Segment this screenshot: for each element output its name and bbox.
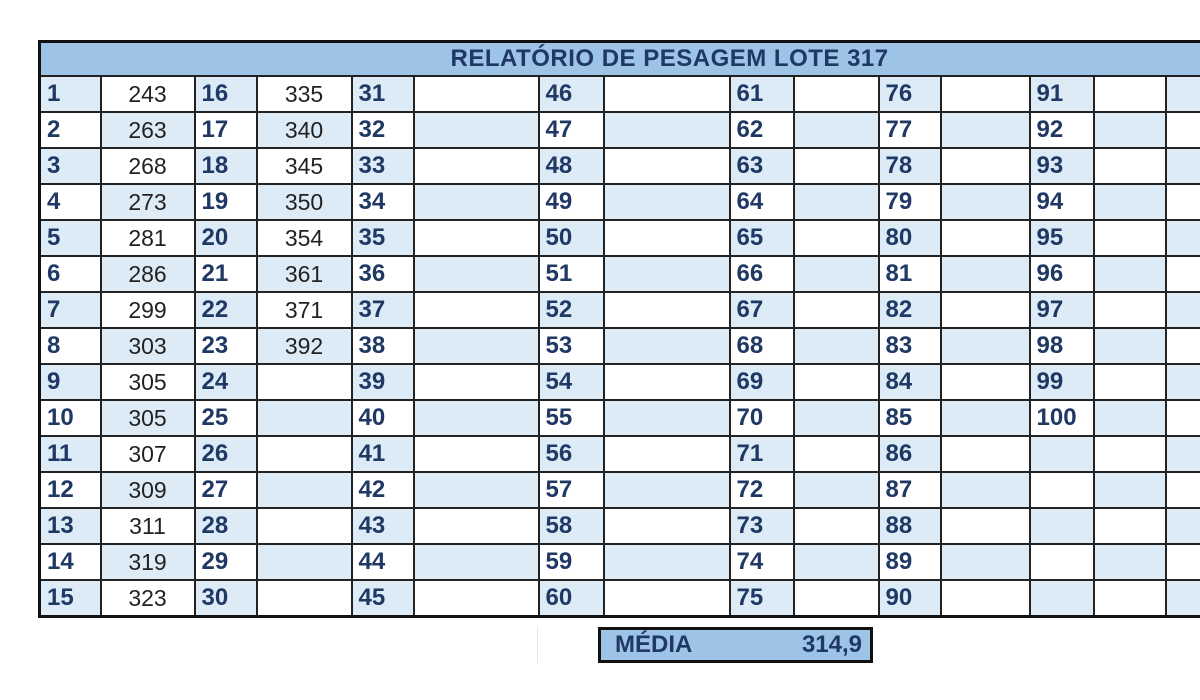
animal-number: 86 bbox=[879, 436, 941, 472]
animal-number: 84 bbox=[879, 364, 941, 400]
weight-value bbox=[941, 400, 1030, 436]
table-row bbox=[40, 112, 1200, 148]
animal-number: 57 bbox=[539, 472, 604, 508]
table-row bbox=[40, 544, 1200, 580]
animal-number: 88 bbox=[879, 508, 941, 544]
weight-value: 286 bbox=[101, 256, 195, 292]
table-row bbox=[40, 508, 1200, 544]
animal-number: 78 bbox=[879, 148, 941, 184]
weight-value bbox=[257, 544, 352, 580]
animal-number: 19 bbox=[195, 184, 257, 220]
weight-value bbox=[1094, 364, 1166, 400]
animal-number: 68 bbox=[730, 328, 794, 364]
weight-value bbox=[1094, 328, 1166, 364]
weight-value: 268 bbox=[101, 148, 195, 184]
weight-value bbox=[1094, 436, 1166, 472]
weight-value bbox=[794, 400, 879, 436]
weight-value bbox=[794, 544, 879, 580]
animal-number: 55 bbox=[539, 400, 604, 436]
weight-value: 299 bbox=[101, 292, 195, 328]
weight-value bbox=[257, 580, 352, 617]
weight-value bbox=[941, 220, 1030, 256]
weight-value bbox=[1094, 148, 1166, 184]
average-value: 314,9 bbox=[801, 631, 862, 658]
animal-number: 41 bbox=[352, 436, 414, 472]
weight-value: 319 bbox=[101, 544, 195, 580]
weight-value bbox=[604, 292, 730, 328]
animal-number: 62 bbox=[730, 112, 794, 148]
weight-value bbox=[941, 76, 1030, 112]
weight-value bbox=[1094, 76, 1166, 112]
weight-value: 361 bbox=[257, 256, 352, 292]
animal-number: 47 bbox=[539, 112, 604, 148]
table-row bbox=[40, 364, 1200, 400]
animal-number bbox=[1030, 436, 1094, 472]
weight-value bbox=[941, 256, 1030, 292]
weighing-report-table bbox=[38, 40, 1200, 618]
animal-number: 23 bbox=[195, 328, 257, 364]
weight-value bbox=[414, 328, 539, 364]
animal-number: 60 bbox=[539, 580, 604, 617]
weight-value bbox=[794, 580, 879, 617]
animal-number: 12 bbox=[40, 472, 101, 508]
weight-value bbox=[1094, 292, 1166, 328]
weight-value bbox=[414, 436, 539, 472]
weight-value bbox=[604, 256, 730, 292]
animal-number: 44 bbox=[352, 544, 414, 580]
weight-value: 354 bbox=[257, 220, 352, 256]
weight-value: 311 bbox=[101, 508, 195, 544]
animal-number: 95 bbox=[1030, 220, 1094, 256]
animal-number: 29 bbox=[195, 544, 257, 580]
animal-number bbox=[1030, 508, 1094, 544]
animal-number: 3 bbox=[40, 148, 101, 184]
weight-value bbox=[794, 220, 879, 256]
weight-value bbox=[1094, 220, 1166, 256]
animal-number: 36 bbox=[352, 256, 414, 292]
animal-number: 77 bbox=[879, 112, 941, 148]
animal-number: 52 bbox=[539, 292, 604, 328]
weight-value bbox=[794, 328, 879, 364]
animal-number: 5 bbox=[40, 220, 101, 256]
animal-number: 22 bbox=[195, 292, 257, 328]
animal-number: 46 bbox=[539, 76, 604, 112]
weight-value bbox=[604, 364, 730, 400]
report-body bbox=[40, 76, 1200, 617]
weight-value: 273 bbox=[101, 184, 195, 220]
animal-number: 93 bbox=[1030, 148, 1094, 184]
weight-value bbox=[1094, 112, 1166, 148]
weight-value bbox=[794, 436, 879, 472]
animal-number: 33 bbox=[352, 148, 414, 184]
animal-number: 67 bbox=[730, 292, 794, 328]
weight-value bbox=[604, 580, 730, 617]
weight-value bbox=[414, 364, 539, 400]
animal-number: 61 bbox=[730, 76, 794, 112]
animal-number bbox=[1166, 400, 1200, 436]
weight-value bbox=[1094, 580, 1166, 617]
weight-value bbox=[941, 112, 1030, 148]
weight-value bbox=[414, 112, 539, 148]
weight-value bbox=[604, 400, 730, 436]
animal-number: 43 bbox=[352, 508, 414, 544]
animal-number: 31 bbox=[352, 76, 414, 112]
weight-value bbox=[414, 544, 539, 580]
animal-number bbox=[1166, 580, 1200, 617]
weight-value bbox=[414, 508, 539, 544]
divider bbox=[537, 627, 538, 663]
weight-value bbox=[604, 76, 730, 112]
animal-number: 74 bbox=[730, 544, 794, 580]
animal-number: 9 bbox=[40, 364, 101, 400]
weight-value: 243 bbox=[101, 76, 195, 112]
animal-number: 18 bbox=[195, 148, 257, 184]
animal-number: 69 bbox=[730, 364, 794, 400]
weight-value bbox=[414, 148, 539, 184]
animal-number: 40 bbox=[352, 400, 414, 436]
average-label: MÉDIA bbox=[615, 631, 693, 658]
weight-value bbox=[794, 148, 879, 184]
weight-value bbox=[941, 544, 1030, 580]
animal-number: 10 bbox=[40, 400, 101, 436]
animal-number: 66 bbox=[730, 256, 794, 292]
weight-value: 392 bbox=[257, 328, 352, 364]
animal-number bbox=[1166, 112, 1200, 148]
weight-value bbox=[604, 184, 730, 220]
weight-value bbox=[604, 328, 730, 364]
weight-value bbox=[1094, 508, 1166, 544]
table-row bbox=[40, 328, 1200, 364]
animal-number bbox=[1030, 580, 1094, 617]
animal-number: 85 bbox=[879, 400, 941, 436]
table-row bbox=[40, 256, 1200, 292]
animal-number: 96 bbox=[1030, 256, 1094, 292]
weight-value: 335 bbox=[257, 76, 352, 112]
animal-number bbox=[1166, 364, 1200, 400]
weight-value: 323 bbox=[101, 580, 195, 617]
animal-number: 38 bbox=[352, 328, 414, 364]
animal-number: 70 bbox=[730, 400, 794, 436]
weight-value bbox=[257, 508, 352, 544]
weight-value: 350 bbox=[257, 184, 352, 220]
table-row bbox=[40, 580, 1200, 617]
animal-number: 35 bbox=[352, 220, 414, 256]
weight-value bbox=[941, 364, 1030, 400]
weight-value bbox=[257, 400, 352, 436]
animal-number: 65 bbox=[730, 220, 794, 256]
animal-number bbox=[1166, 256, 1200, 292]
weight-value: 305 bbox=[101, 400, 195, 436]
animal-number: 37 bbox=[352, 292, 414, 328]
animal-number: 90 bbox=[879, 580, 941, 617]
weight-value bbox=[414, 256, 539, 292]
animal-number: 27 bbox=[195, 472, 257, 508]
weight-value: 263 bbox=[101, 112, 195, 148]
animal-number: 97 bbox=[1030, 292, 1094, 328]
animal-number: 17 bbox=[195, 112, 257, 148]
animal-number: 64 bbox=[730, 184, 794, 220]
weight-value bbox=[604, 436, 730, 472]
animal-number: 80 bbox=[879, 220, 941, 256]
report-title: RELATÓRIO DE PESAGEM LOTE 317 bbox=[40, 42, 1200, 77]
animal-number: 45 bbox=[352, 580, 414, 617]
weight-value: 307 bbox=[101, 436, 195, 472]
weight-value bbox=[941, 328, 1030, 364]
weight-value bbox=[794, 184, 879, 220]
weight-value bbox=[414, 76, 539, 112]
weight-value bbox=[1094, 184, 1166, 220]
animal-number bbox=[1166, 328, 1200, 364]
animal-number bbox=[1166, 292, 1200, 328]
animal-number bbox=[1030, 472, 1094, 508]
animal-number: 54 bbox=[539, 364, 604, 400]
animal-number: 25 bbox=[195, 400, 257, 436]
animal-number: 30 bbox=[195, 580, 257, 617]
weight-value bbox=[941, 148, 1030, 184]
weight-value bbox=[794, 112, 879, 148]
weight-value bbox=[941, 436, 1030, 472]
table-row bbox=[40, 472, 1200, 508]
weight-value bbox=[414, 400, 539, 436]
table-row bbox=[40, 436, 1200, 472]
weight-value bbox=[604, 508, 730, 544]
weight-value bbox=[794, 472, 879, 508]
animal-number: 98 bbox=[1030, 328, 1094, 364]
animal-number: 42 bbox=[352, 472, 414, 508]
weight-value bbox=[414, 292, 539, 328]
animal-number: 4 bbox=[40, 184, 101, 220]
weight-value: 305 bbox=[101, 364, 195, 400]
animal-number: 49 bbox=[539, 184, 604, 220]
animal-number bbox=[1166, 436, 1200, 472]
weight-value bbox=[794, 292, 879, 328]
table-row bbox=[40, 76, 1200, 112]
animal-number: 91 bbox=[1030, 76, 1094, 112]
animal-number bbox=[1166, 148, 1200, 184]
animal-number: 28 bbox=[195, 508, 257, 544]
animal-number bbox=[1166, 508, 1200, 544]
table-row bbox=[40, 292, 1200, 328]
animal-number bbox=[1166, 184, 1200, 220]
weight-value bbox=[941, 580, 1030, 617]
animal-number: 53 bbox=[539, 328, 604, 364]
animal-number: 2 bbox=[40, 112, 101, 148]
weight-value bbox=[941, 292, 1030, 328]
table-row bbox=[40, 148, 1200, 184]
weight-value bbox=[1094, 400, 1166, 436]
weight-value bbox=[257, 364, 352, 400]
animal-number: 50 bbox=[539, 220, 604, 256]
weight-value bbox=[604, 472, 730, 508]
weight-value bbox=[414, 580, 539, 617]
animal-number: 81 bbox=[879, 256, 941, 292]
animal-number: 24 bbox=[195, 364, 257, 400]
animal-number: 59 bbox=[539, 544, 604, 580]
animal-number: 76 bbox=[879, 76, 941, 112]
weight-value bbox=[1094, 544, 1166, 580]
animal-number: 73 bbox=[730, 508, 794, 544]
animal-number: 39 bbox=[352, 364, 414, 400]
animal-number: 94 bbox=[1030, 184, 1094, 220]
animal-number: 58 bbox=[539, 508, 604, 544]
animal-number: 20 bbox=[195, 220, 257, 256]
weight-value bbox=[257, 436, 352, 472]
table-row bbox=[40, 220, 1200, 256]
animal-number: 75 bbox=[730, 580, 794, 617]
weight-value: 281 bbox=[101, 220, 195, 256]
animal-number: 1 bbox=[40, 76, 101, 112]
weight-value bbox=[794, 76, 879, 112]
animal-number bbox=[1166, 220, 1200, 256]
weight-value bbox=[794, 364, 879, 400]
animal-number: 72 bbox=[730, 472, 794, 508]
animal-number: 100 bbox=[1030, 400, 1094, 436]
animal-number: 13 bbox=[40, 508, 101, 544]
weight-value bbox=[941, 184, 1030, 220]
animal-number bbox=[1166, 472, 1200, 508]
animal-number: 92 bbox=[1030, 112, 1094, 148]
animal-number: 32 bbox=[352, 112, 414, 148]
weight-value bbox=[604, 148, 730, 184]
weight-value bbox=[1094, 256, 1166, 292]
animal-number: 87 bbox=[879, 472, 941, 508]
animal-number: 16 bbox=[195, 76, 257, 112]
weight-value bbox=[414, 220, 539, 256]
animal-number: 34 bbox=[352, 184, 414, 220]
weight-value bbox=[604, 220, 730, 256]
animal-number: 79 bbox=[879, 184, 941, 220]
animal-number: 82 bbox=[879, 292, 941, 328]
weight-value: 371 bbox=[257, 292, 352, 328]
animal-number: 63 bbox=[730, 148, 794, 184]
animal-number: 8 bbox=[40, 328, 101, 364]
weight-value: 309 bbox=[101, 472, 195, 508]
animal-number: 83 bbox=[879, 328, 941, 364]
table-row bbox=[40, 184, 1200, 220]
animal-number: 56 bbox=[539, 436, 604, 472]
animal-number: 51 bbox=[539, 256, 604, 292]
animal-number: 11 bbox=[40, 436, 101, 472]
animal-number bbox=[1166, 544, 1200, 580]
animal-number bbox=[1166, 76, 1200, 112]
animal-number bbox=[1030, 544, 1094, 580]
animal-number: 89 bbox=[879, 544, 941, 580]
weight-value bbox=[794, 508, 879, 544]
weight-value: 345 bbox=[257, 148, 352, 184]
weight-value: 340 bbox=[257, 112, 352, 148]
animal-number: 21 bbox=[195, 256, 257, 292]
animal-number: 14 bbox=[40, 544, 101, 580]
animal-number: 6 bbox=[40, 256, 101, 292]
average-summary bbox=[598, 627, 873, 663]
animal-number: 7 bbox=[40, 292, 101, 328]
weight-value bbox=[941, 472, 1030, 508]
weight-value bbox=[414, 472, 539, 508]
weight-value bbox=[604, 544, 730, 580]
weight-value bbox=[257, 472, 352, 508]
weight-value bbox=[941, 508, 1030, 544]
table-row bbox=[40, 400, 1200, 436]
animal-number: 71 bbox=[730, 436, 794, 472]
weight-value bbox=[414, 184, 539, 220]
weight-value bbox=[794, 256, 879, 292]
weight-value: 303 bbox=[101, 328, 195, 364]
animal-number: 15 bbox=[40, 580, 101, 617]
animal-number: 48 bbox=[539, 148, 604, 184]
animal-number: 99 bbox=[1030, 364, 1094, 400]
weight-value bbox=[604, 112, 730, 148]
weight-value bbox=[1094, 472, 1166, 508]
animal-number: 26 bbox=[195, 436, 257, 472]
